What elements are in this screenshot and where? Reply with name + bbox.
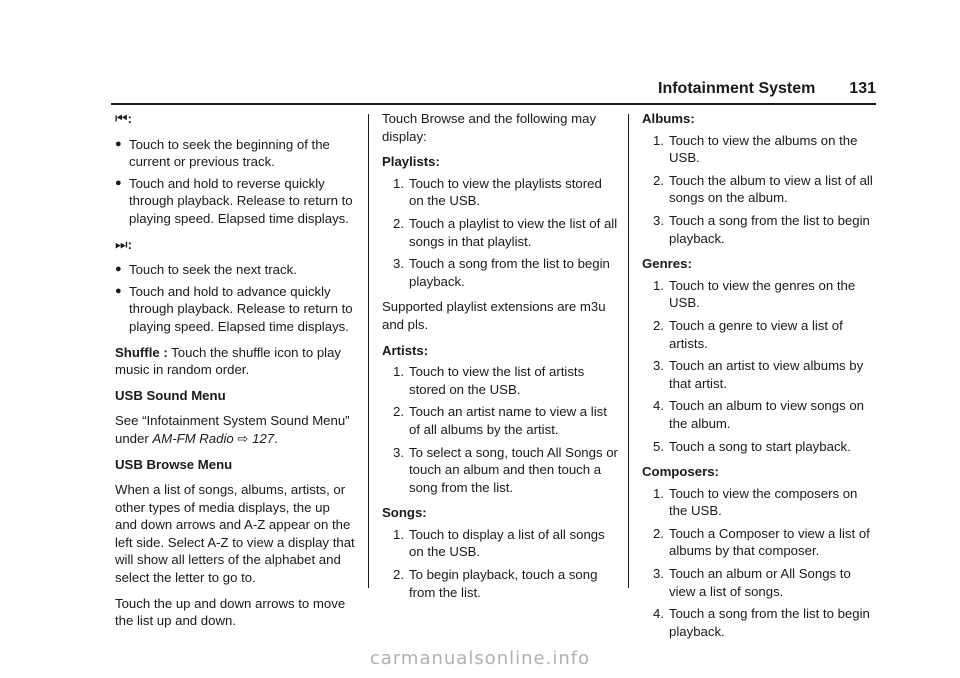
usb-browse-menu-heading: USB Browse Menu [115,456,233,472]
column-3 [642,110,878,648]
list-item: ● Touch to seek the next track. [115,262,297,278]
songs-heading: Songs: [382,505,427,521]
shuffle-label: Shuffle : [115,344,168,360]
list-item: ● Touch and hold to advance quickly through playback. Release to return to playing speed. Elapsed time displays. [115,283,353,334]
artists-heading: Artists: [382,342,429,358]
bullet-icon: ● [115,284,122,297]
usb-sound-menu-heading: USB Sound Menu [115,387,226,403]
list-item: 1. Touch to view the composers on the USB. [653,485,858,519]
column-divider [628,114,629,588]
list-item: 1. Touch to display a list of all songs on the USB. [393,526,605,560]
albums-list [642,132,878,248]
header-rule [111,103,876,105]
shuffle-paragraph: Shuffle : Touch the shuffle icon to play music in random order. [115,344,342,378]
list-item: 3. Touch a song from the list to begin playback. [653,212,870,246]
page-number: 131 [849,80,876,97]
albums-heading: Albums: [642,111,695,126]
list-item: 5. Touch a song to start playback. [653,438,851,454]
browse-intro: Touch Browse and the following may display: [382,111,597,144]
artists-list [382,363,618,496]
list-item: 2. Touch the album to view a list of all songs on the album. [653,172,873,206]
songs-list [382,526,618,601]
list-item: ● Touch to seek the beginning of the current or previous track. [115,136,330,170]
section-title: Infotainment System [658,80,816,97]
playlists-list [382,175,618,291]
previous-track-icon: ⏮ [115,110,128,126]
watermark: carmanualsonline.info [369,648,591,669]
cross-reference-link[interactable]: AM-FM Radio [152,430,234,446]
list-item: 2. Touch an artist name to view a list of all albums by the artist. [393,404,607,437]
next-track-icon: ⏭ [115,235,128,252]
browse-paragraph: Touch the up and down arrows to move the list up and down. [115,595,346,629]
sound-menu-paragraph: See “Infotainment System Sound Menu” under AM-FM Radio ⇨ 127. [115,413,350,446]
browse-paragraph: When a list of songs, albums, artists, or other types of media displays, the up and down arrows and A-Z appear on the left side. Select A-Z to view a display that will show all letters of the alphabet and select the letter to go to. [115,482,355,586]
column-1 [115,110,355,638]
list-item: 3. Touch an artist to view albums by that artist. [653,358,864,391]
composers-list [642,485,878,641]
list-item: 1. Touch to view the albums on the USB. [653,132,858,166]
page-header [658,80,876,104]
list-item: 2. Touch a Composer to view a list of albums by that composer. [653,525,870,559]
bullet-icon: ● [115,176,122,189]
list-item: 1. Touch to view the genres on the USB. [653,277,856,311]
prev-track-label: ⏮: [115,110,133,126]
composers-heading: Composers: [642,464,719,480]
genres-list [642,277,878,455]
bullet-icon: ● [115,137,122,150]
list-item: 4. Touch a song from the list to begin playback. [653,606,870,639]
page-ref-number[interactable]: 127 [252,430,275,446]
list-item: 3. To select a song, touch All Songs or touch an album and then touch a song from the list. [393,444,618,495]
list-item: 1. Touch to view the list of artists stored on the USB. [393,364,585,397]
list-item: 2. To begin playback, touch a song from the list. [393,567,598,600]
playlists-heading: Playlists: [382,154,440,170]
list-item: 4. Touch an album to view songs on the album. [653,398,864,431]
list-item: 3. Touch an album or All Songs to view a list of songs. [653,566,851,599]
next-track-label: ⏭: [115,235,133,252]
list-item: ● Touch and hold to reverse quickly through playback. Release to return to playing speed. Elapsed time displays. [115,175,353,226]
column-2 [382,110,618,609]
playlist-extensions: Supported playlist extensions are m3u and pls. [382,299,606,332]
list-item: 1. Touch to view the playlists stored on the USB. [393,175,602,209]
column-divider [368,114,369,588]
genres-heading: Genres: [642,256,692,272]
list-item: 2. Touch a playlist to view the list of all songs in that playlist. [393,215,618,249]
list-item: 3. Touch a song from the list to begin playback. [393,256,610,289]
list-item: 2. Touch a genre to view a list of artists. [653,317,843,351]
page-ref-arrow-icon: ⇨ [237,430,249,446]
bullet-icon: ● [115,263,122,276]
